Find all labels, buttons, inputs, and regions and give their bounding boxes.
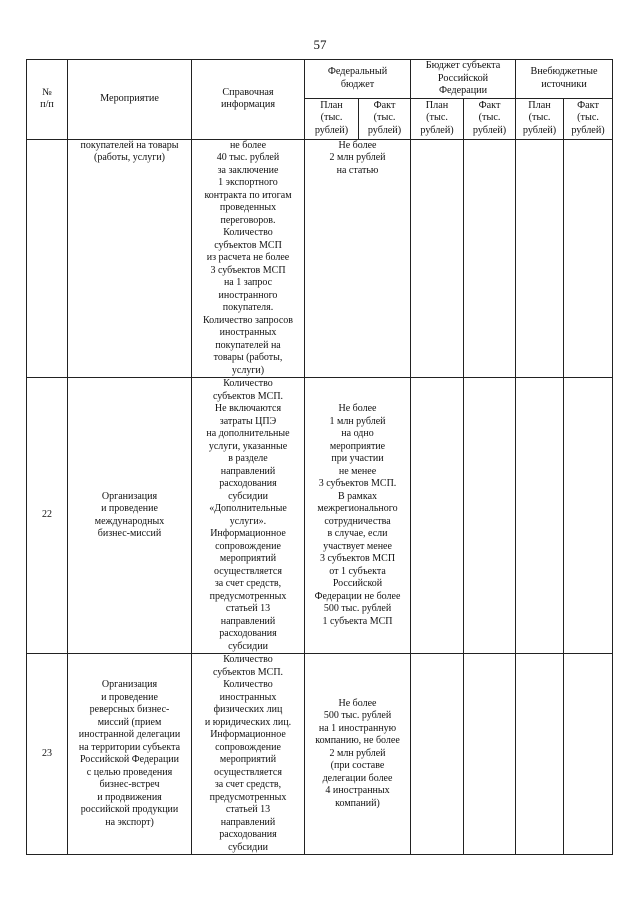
header-regional-budget: Бюджет субъекта Российской Федерации bbox=[411, 60, 516, 99]
row-event: Организация и проведение международных бизнес-миссий bbox=[68, 378, 192, 654]
header-info: Справочная информация bbox=[192, 60, 305, 140]
header-federal-budget: Федеральный бюджет bbox=[305, 60, 411, 99]
header-event: Мероприятие bbox=[68, 60, 192, 140]
row-number bbox=[27, 139, 68, 378]
table-row bbox=[27, 139, 613, 378]
row-extra-plan bbox=[516, 654, 564, 855]
row-regional-fact bbox=[464, 378, 516, 654]
row-number: 23 bbox=[27, 654, 68, 855]
row-extra-fact bbox=[564, 378, 613, 654]
header-row-top bbox=[27, 60, 613, 99]
table-row bbox=[27, 378, 613, 654]
row-info: Количество субъектов МСП. Не включаются затраты ЦПЭ на дополнительные услуги, указанные в разделе направлений расходования субсидии «Дополнительные услуги». Информационное сопровождение мероприятий осуществляется за счет средств, предусмотренных статьей 13 направлений расходования субсидии bbox=[192, 378, 305, 654]
header-regional-plan: План (тыс. рублей) bbox=[411, 98, 464, 139]
row-number: 22 bbox=[27, 378, 68, 654]
row-regional-plan bbox=[411, 139, 464, 378]
row-regional-fact bbox=[464, 654, 516, 855]
header-extra-fact: Факт (тыс. рублей) bbox=[564, 98, 613, 139]
header-federal-plan: План (тыс. рублей) bbox=[305, 98, 359, 139]
table-row bbox=[27, 654, 613, 855]
expenditure-table bbox=[26, 59, 613, 855]
header-num: № п/п bbox=[27, 60, 68, 140]
row-federal-plan: Не более 500 тыс. рублей на 1 иностранную компанию, не более 2 млн рублей (при составе делегации более 4 иностранных компаний) bbox=[305, 654, 411, 855]
row-regional-plan bbox=[411, 378, 464, 654]
page-number: 57 bbox=[313, 37, 327, 52]
header-extra-budgetary: Внебюджетные источники bbox=[516, 60, 613, 99]
row-extra-plan bbox=[516, 139, 564, 378]
row-regional-plan bbox=[411, 654, 464, 855]
row-info: Количество субъектов МСП. Количество иностранных физических лиц и юридических лиц. Информационное сопровождение мероприятий осуществляется за счет средств, предусмотренных статьей 13 направлений расходования субсидии bbox=[192, 654, 305, 855]
header-federal-fact: Факт (тыс. рублей) bbox=[359, 98, 411, 139]
header-extra-plan: План (тыс. рублей) bbox=[516, 98, 564, 139]
row-extra-fact bbox=[564, 654, 613, 855]
row-extra-plan bbox=[516, 378, 564, 654]
row-regional-fact bbox=[464, 139, 516, 378]
row-event: покупателей на товары (работы, услуги) bbox=[68, 139, 192, 378]
row-federal-plan: Не более 1 млн рублей на одно мероприятие при участии не менее 3 субъектов МСП. В рамках межрегионального сотрудничества в случае, если участвует менее 3 субъектов МСП от 1 субъекта Российской Федерации не более 500 тыс. рублей 1 субъекта МСП bbox=[305, 378, 411, 654]
row-info: не более 40 тыс. рублей за заключение 1 экспортного контракта по итогам проведенных переговоров. Количество субъектов МСП из расчета не более 3 субъектов МСП на 1 запрос иностранного покупателя. Количество запросов иностранных покупателей на товары (работы, услуги) bbox=[192, 139, 305, 378]
row-event: Организация и проведение реверсных бизнес- миссий (прием иностранной делегации на территории субъекта Российской Федерации с целью проведения бизнес-встреч и продвижения российской продукции на экспорт) bbox=[68, 654, 192, 855]
header-regional-fact: Факт (тыс. рублей) bbox=[464, 98, 516, 139]
row-extra-fact bbox=[564, 139, 613, 378]
row-federal-plan: Не более 2 млн рублей на статью bbox=[305, 139, 411, 378]
